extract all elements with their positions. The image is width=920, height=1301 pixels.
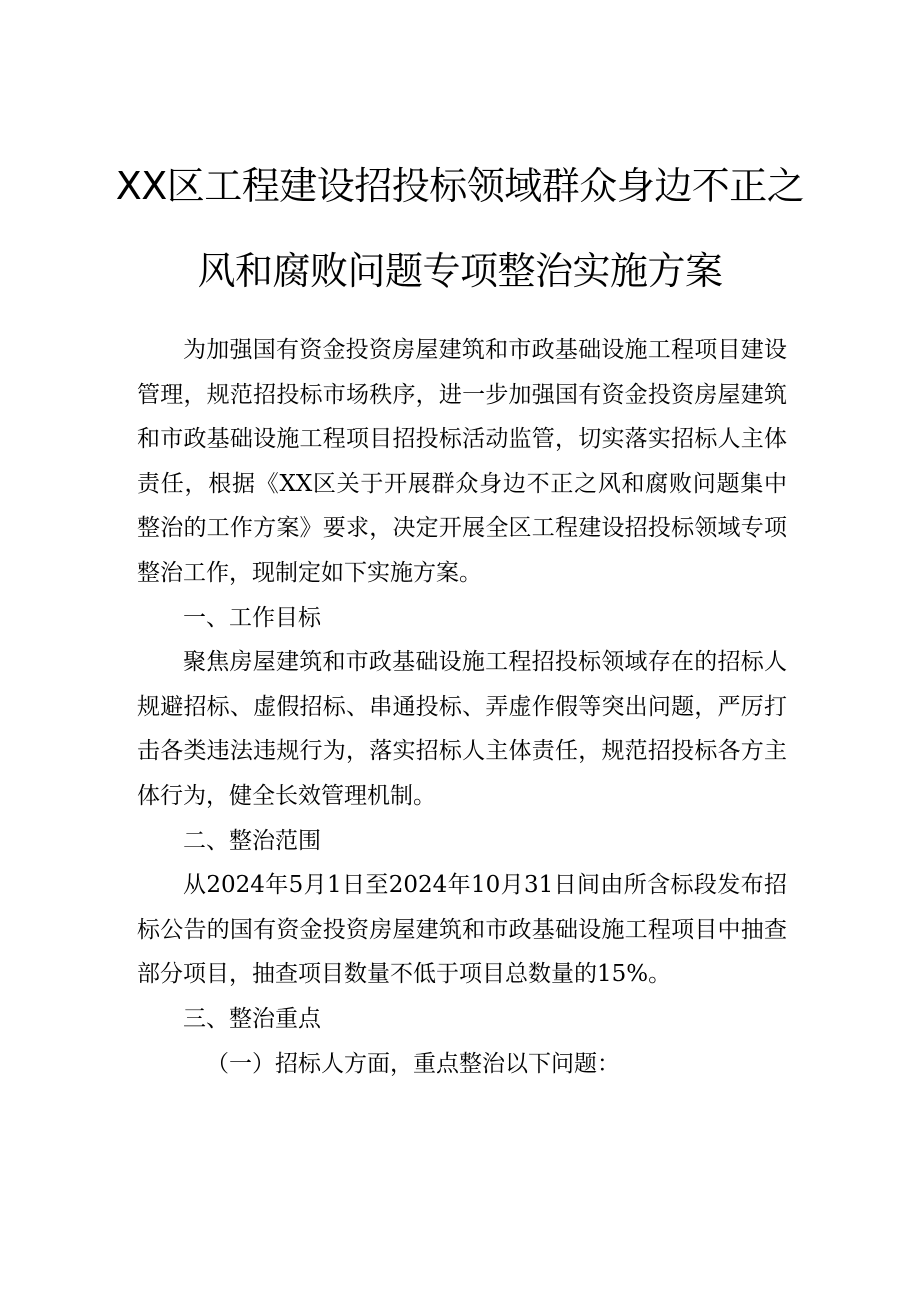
section-3-subheading-1: （一）招标人方面，重点整治以下问题： [206,1050,620,1077]
section-2-paragraph: 从2024年5月1日至2024年10月31日间由所含标段发布招标公告的国有资金投资房屋建筑和市政基础设施工程项目中抽查部分项目，抽查项目数量不低于项目总数量的15%。 [137,872,787,988]
section-3-heading: 三、整治重点 [183,1005,321,1032]
section-2-heading: 二、整治范围 [183,827,321,854]
section-1-paragraph: 聚焦房屋建筑和市政基础设施工程招投标领域存在的招标人规避招标、虚假招标、串通投标、弄虚作假等突出问题，严厉打击各类违法违规行为，落实招标人主体责任，规范招投标各方主体行为，健全长效管理机制。 [137,649,787,809]
document-title-line-2: 风和腐败问题专项整治实施方案 [197,249,723,293]
document-body [137,328,787,1086]
intro-paragraph: 为加强国有资金投资房屋建筑和市政基础设施工程项目建设管理，规范招投标市场秩序，进一步加强国有资金投资房屋建筑和市政基础设施工程项目招投标活动监管，切实落实招标人主体责任，根据《XX区关于开展群众身边不正之风和腐败问题集中整治的工作方案》要求，决定开展全区工程建设招投标领域专项整治工作，现制定如下实施方案。 [137,337,787,586]
document-title-line-1: XX区工程建设招投标领域群众身边不正之 [115,164,805,208]
section-1-heading: 一、工作目标 [183,604,321,631]
